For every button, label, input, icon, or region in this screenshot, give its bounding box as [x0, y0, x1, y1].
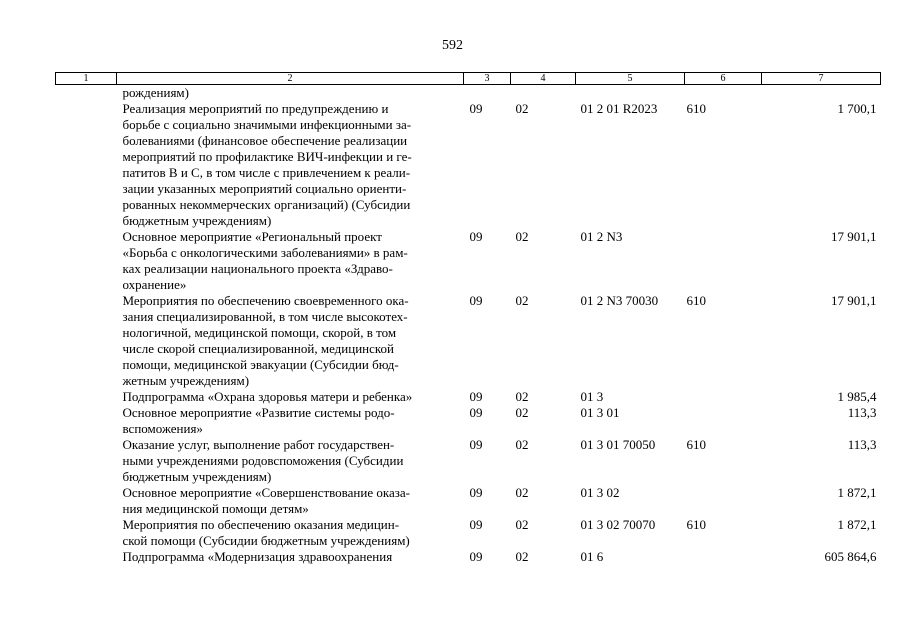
amount-cell: 17 901,1 [831, 293, 877, 308]
item-name-line: Оказание услуг, выполнение работ государствен- [122, 437, 395, 452]
item-name-line: ках реализации национального проекта «Здраво- [122, 261, 393, 276]
header-cell-1: 1 [56, 73, 117, 85]
amount-cell [762, 85, 881, 102]
section-code-cell: 09 [469, 101, 483, 116]
table-row [56, 293, 881, 389]
target-article-cell: 01 2 N3 70030 [580, 293, 659, 308]
table-header [56, 73, 881, 85]
amount-cell: 1 985,4 [837, 389, 877, 404]
item-name-line: ния медицинской помощи детям» [122, 501, 309, 516]
row-number-cell [56, 85, 117, 102]
item-name-line: Основное мероприятие «Региональный проект [122, 229, 382, 244]
table-row [56, 549, 881, 565]
table-row [56, 405, 881, 437]
item-name-line: нологичной, медицинской помощи, скорой, в том [122, 325, 397, 340]
row-number-cell [56, 101, 117, 229]
table-row [56, 437, 881, 485]
item-name-line: мероприятий по профилактике ВИЧ-инфекции и ге- [122, 149, 412, 164]
expense-type-cell [685, 405, 762, 437]
item-name-line: Подпрограмма «Модернизация здравоохранения [122, 549, 393, 564]
target-article-cell: 01 3 02 70070 [580, 517, 656, 532]
subsection-code-cell: 02 [515, 405, 529, 420]
item-name-cell [117, 517, 464, 549]
expense-type-cell: 610 [686, 101, 706, 116]
table-row [56, 229, 881, 293]
section-code-cell: 09 [469, 517, 483, 532]
target-article-cell: 01 3 01 70050 [580, 437, 656, 452]
item-name-cell [117, 405, 464, 437]
subsection-code-cell: 02 [515, 437, 529, 452]
amount-cell: 113,3 [847, 437, 877, 452]
item-name-line: Реализация мероприятий по предупреждению и [122, 101, 389, 116]
target-article-cell: 01 3 01 [580, 405, 620, 420]
row-number-cell [56, 293, 117, 389]
target-article-cell: 01 3 02 [580, 485, 620, 500]
amount-cell: 605 864,6 [824, 549, 877, 564]
item-name-line: Основное мероприятие «Совершенствование оказа- [122, 485, 410, 500]
table-body [56, 85, 881, 566]
item-name-line: патитов В и С, в том числе с привлечением к реали- [122, 165, 411, 180]
expense-type-cell: 610 [686, 293, 706, 308]
row-number-cell [56, 229, 117, 293]
item-name-line: зации указанных мероприятий социально ориенти- [122, 181, 407, 196]
header-cell-6: 6 [685, 73, 762, 85]
item-name-line: Основное мероприятие «Развитие системы родо- [122, 405, 395, 420]
item-name-line: болеваниями (финансовое обеспечение реализации [122, 133, 408, 148]
subsection-code-cell: 02 [515, 229, 529, 244]
item-name-cell [117, 101, 464, 229]
amount-cell: 17 901,1 [831, 229, 877, 244]
amount-cell: 113,3 [847, 405, 877, 420]
item-name-line: борьбе с социально значимыми инфекционными за- [122, 117, 412, 132]
section-code-cell: 09 [469, 229, 483, 244]
header-cell-5: 5 [576, 73, 685, 85]
page-number: 592 [442, 38, 463, 53]
table-row [56, 85, 881, 102]
header-cell-7: 7 [762, 73, 881, 85]
header-cell-4: 4 [511, 73, 576, 85]
item-name-cell [117, 229, 464, 293]
item-name-line: охранение» [122, 277, 187, 292]
section-code-cell: 09 [469, 405, 483, 420]
item-name-cell [117, 85, 464, 102]
header-cell-3: 3 [464, 73, 511, 85]
item-name-line: жетным учреждениям) [122, 373, 250, 388]
expense-type-cell [685, 229, 762, 293]
subsection-code-cell: 02 [515, 101, 529, 116]
row-number-cell [56, 517, 117, 549]
expense-type-cell: 610 [686, 437, 706, 452]
target-article-cell [576, 85, 685, 102]
section-code-cell: 09 [469, 549, 483, 564]
table-row [56, 485, 881, 517]
header-cell-2: 2 [117, 73, 464, 85]
subsection-code-cell: 02 [515, 293, 529, 308]
item-name-line: Мероприятия по обеспечению своевременного ока- [122, 293, 409, 308]
section-code-cell: 09 [469, 389, 483, 404]
table-row [56, 101, 881, 229]
section-code-cell [464, 85, 511, 102]
row-number-cell [56, 405, 117, 437]
target-article-cell: 01 2 01 R2023 [580, 101, 658, 116]
target-article-cell: 01 3 [580, 389, 604, 404]
item-name-line: «Борьба с онкологическими заболеваниями» в рам- [122, 245, 408, 260]
row-number-cell [56, 485, 117, 517]
item-name-line: рованных некоммерческих организаций) (Субсидии [122, 197, 411, 212]
header-row [56, 73, 881, 85]
amount-cell: 1 700,1 [837, 101, 877, 116]
item-name-line: числе скорой специализированной, медицинской [122, 341, 394, 356]
item-name-line: бюджетным учреждениям) [122, 213, 272, 228]
section-code-cell: 09 [469, 485, 483, 500]
expense-type-cell [685, 389, 762, 405]
item-name-cell [117, 549, 464, 565]
table-row [56, 389, 881, 405]
amount-cell: 1 872,1 [837, 517, 877, 532]
row-number-cell [56, 549, 117, 565]
row-number-cell [56, 437, 117, 485]
item-name-line: зания специализированной, в том числе высокотех- [122, 309, 408, 324]
subsection-code-cell: 02 [515, 517, 529, 532]
table-row [56, 517, 881, 549]
item-name-cell [117, 437, 464, 485]
subsection-code-cell: 02 [515, 389, 529, 404]
expense-type-cell [685, 85, 762, 102]
target-article-cell: 01 2 N3 [580, 229, 623, 244]
expense-type-cell [685, 549, 762, 565]
item-name-line: бюджетным учреждениям) [122, 469, 272, 484]
expense-type-cell [685, 485, 762, 517]
item-name-cell [117, 485, 464, 517]
item-name-cell [117, 293, 464, 389]
expense-type-cell: 610 [686, 517, 706, 532]
section-code-cell: 09 [469, 437, 483, 452]
subsection-code-cell: 02 [515, 485, 529, 500]
item-name-line: вспоможения» [122, 421, 203, 436]
item-name-line: ными учреждениями родовспоможения (Субсидии [122, 453, 404, 468]
item-name-line: Подпрограмма «Охрана здоровья матери и ребенка» [122, 389, 413, 404]
item-name-line: помощи, медицинской эвакуации (Субсидии бюд- [122, 357, 399, 372]
target-article-cell: 01 6 [580, 549, 604, 564]
item-name-line: Мероприятия по обеспечению оказания медицин- [122, 517, 400, 532]
item-name-line: ской помощи (Субсидии бюджетным учреждениям) [122, 533, 410, 548]
subsection-code-cell: 02 [515, 549, 529, 564]
budget-table [55, 72, 881, 565]
subsection-code-cell [511, 85, 576, 102]
section-code-cell: 09 [469, 293, 483, 308]
amount-cell: 1 872,1 [837, 485, 877, 500]
item-name-line: рождениям) [122, 85, 189, 100]
item-name-cell [117, 389, 464, 405]
row-number-cell [56, 389, 117, 405]
